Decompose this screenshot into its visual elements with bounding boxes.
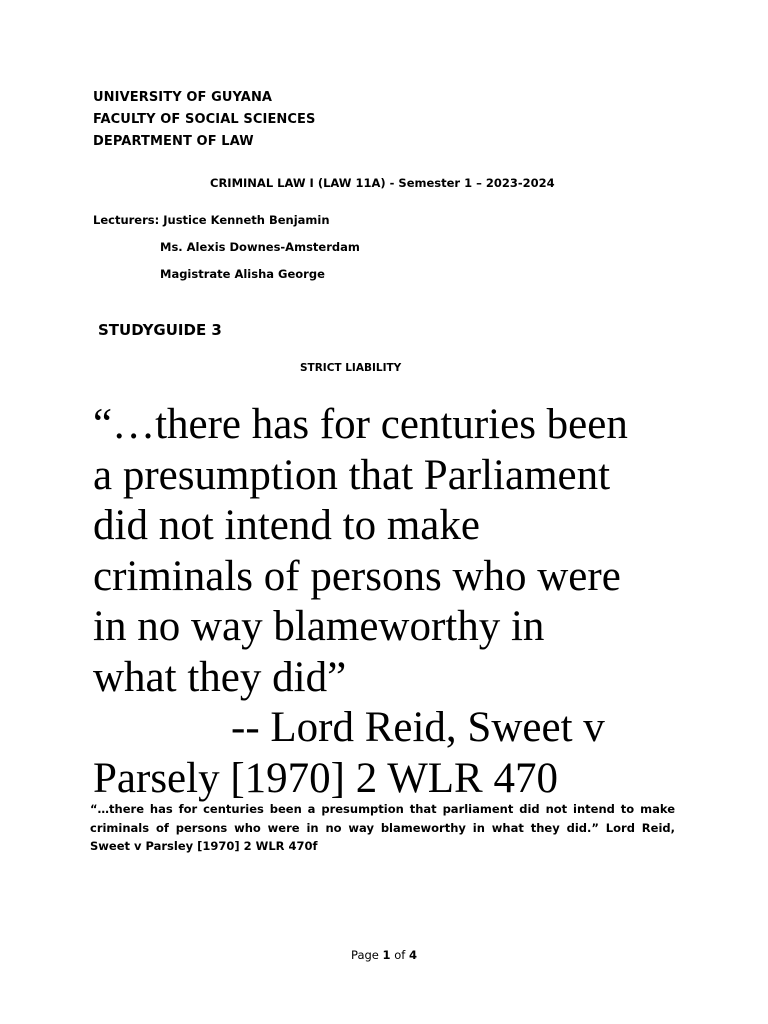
quote-line: “…there has for centuries been [93,401,628,448]
current-page-number: 1 [382,948,391,962]
lecturer-name: Magistrate Alisha George [160,267,325,281]
quote-line: in no way blameworthy in [93,603,545,650]
small-quote-paragraph: “…there has for centuries been a presumption that parliament did not intend to make criminals of persons who were in no way blameworthy in what they did.” Lord Reid, Sweet v Parsley [1970] 2 WLR 470f [90,802,675,853]
large-quote [93,400,733,804]
study-guide-title: STUDYGUIDE 3 [98,321,222,339]
topic-heading: STRICT LIABILITY [300,362,402,374]
course-line: CRIMINAL LAW I (LAW 11A) - Semester 1 – 2023-2024 [210,176,555,190]
lecturer-name: Justice Kenneth Benjamin [163,213,330,227]
page-word: Page [351,948,379,962]
quote-line: did not intend to make [93,502,480,549]
quote-citation: Parsely [1970] 2 WLR 470 [93,754,558,802]
lecturer-name: Ms. Alexis Downes-Amsterdam [160,240,360,254]
quote-line: criminals of persons who were [93,552,621,600]
department-name: DEPARTMENT OF LAW [93,134,254,149]
quote-line: what they did” [93,653,347,701]
total-pages-number: 4 [408,948,417,962]
page-footer [0,948,768,962]
lecturers-label [93,213,330,227]
quote-attribution: -- Lord Reid, Sweet v [231,704,605,751]
of-word: of [394,948,406,962]
faculty-name: FACULTY OF SOCIAL SCIENCES [93,112,316,127]
university-name: UNIVERSITY OF GUYANA [93,90,273,105]
quote-line: a presumption that Parliament [93,451,611,499]
lecturers-label-text: Lecturers: [93,213,160,227]
